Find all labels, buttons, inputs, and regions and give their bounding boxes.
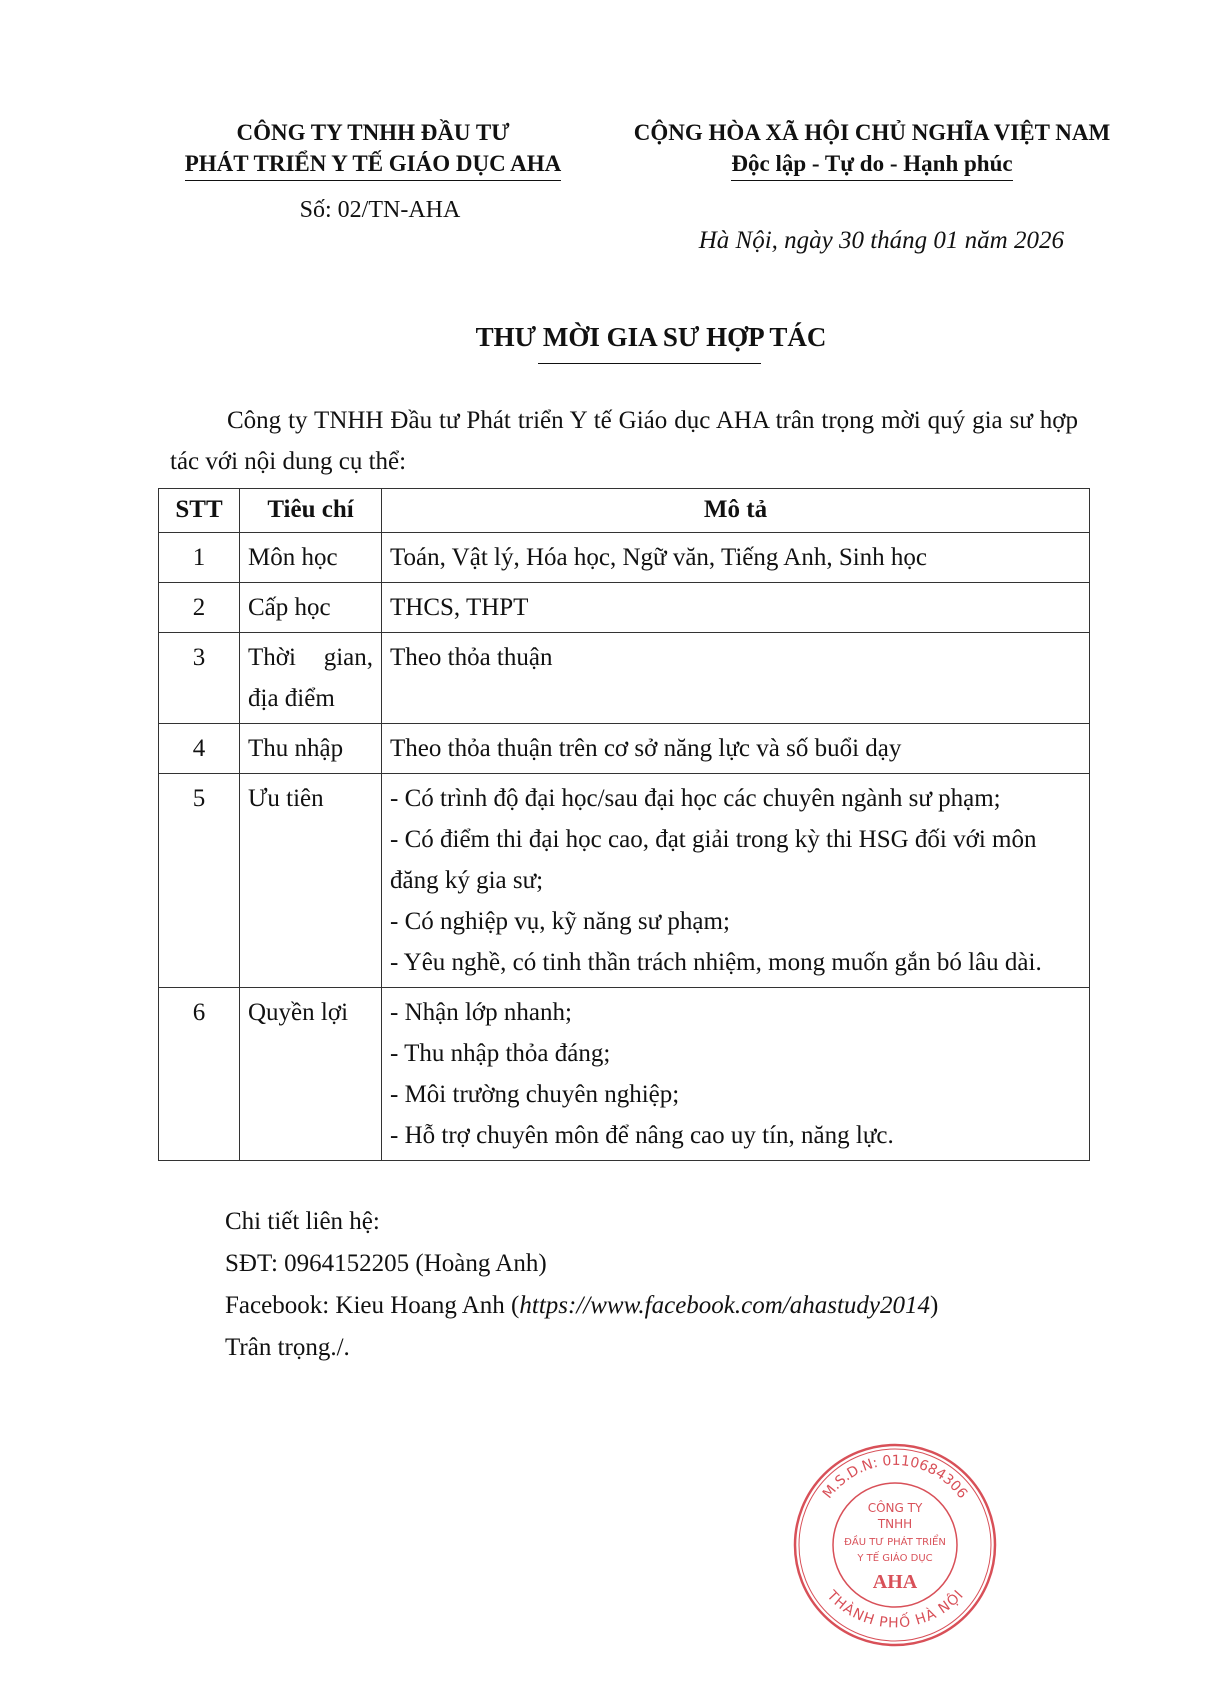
company-line-2: PHÁT TRIỂN Y TẾ GIÁO DỤC AHA [185, 148, 562, 181]
row-criterion: Thu nhập [240, 724, 382, 774]
description-line: - Thu nhập thỏa đáng; [390, 1040, 611, 1067]
table-row [159, 533, 1090, 583]
row-stt: 1 [159, 533, 240, 583]
document-number: Số: 02/TN-AHA [299, 197, 461, 223]
facebook-link[interactable]: https://www.facebook.com/ahastudy2014 [519, 1292, 930, 1319]
row-description [382, 533, 1090, 583]
svg-text:M.S.D.N: 0110684306 [820, 1453, 971, 1502]
stamp-line4: Y TẾ GIÁO DỤC [857, 1553, 933, 1564]
table-row [159, 988, 1090, 1161]
description-line: - Hỗ trợ chuyên môn để nâng cao uy tín, năng lực. [390, 1122, 894, 1149]
description-line: Toán, Vật lý, Hóa học, Ngữ văn, Tiếng Anh, Sinh học [390, 544, 928, 571]
description-line: - Yêu nghề, có tinh thần trách nhiệm, mong muốn gắn bó lâu dài. [390, 949, 1042, 976]
intro-paragraph: Công ty TNHH Đầu tư Phát triển Y tế Giáo dục AHA trân trọng mời quý gia sư hợp tác với nội dung cụ thể: [170, 407, 1078, 475]
description-line: - Có nghiệp vụ, kỹ năng sư phạm; [390, 908, 730, 935]
stamp-line3: ĐẦU TƯ PHÁT TRIỂN [844, 1537, 946, 1548]
contact-section [225, 1201, 1090, 1369]
row-criterion: Môn học [240, 533, 382, 583]
header-description: Mô tả [382, 489, 1090, 533]
row-criterion: Ưu tiên [240, 774, 382, 988]
description-line: - Môi trường chuyên nghiệp; [390, 1081, 680, 1108]
stamp-line2: TNHH [877, 1517, 913, 1531]
closing: Trân trọng./. [225, 1334, 350, 1361]
row-stt: 5 [159, 774, 240, 988]
company-name [158, 117, 588, 181]
description-line: Theo thỏa thuận [390, 644, 553, 671]
svg-text:THÀNH PHỐ HÀ NỘI [823, 1587, 966, 1631]
description-line: THCS, THPT [390, 594, 529, 621]
letter-body [158, 400, 1090, 1369]
row-criterion: Thời gian, địa điểm [240, 633, 382, 724]
description-line: - Nhận lớp nhanh; [390, 999, 572, 1026]
nation-line-1: CỘNG HÒA XÃ HỘI CHỦ NGHĨA VIỆT NAM [633, 120, 1111, 145]
row-description [382, 774, 1090, 988]
table-row [159, 724, 1090, 774]
row-criterion: Quyền lợi [240, 988, 382, 1161]
table-row [159, 583, 1090, 633]
contact-facebook [225, 1285, 1090, 1327]
row-stt: 3 [159, 633, 240, 724]
stamp-line1: CÔNG TY [867, 1501, 923, 1515]
row-stt: 4 [159, 724, 240, 774]
row-description [382, 724, 1090, 774]
row-description [382, 988, 1090, 1161]
row-criterion: Cấp học [240, 583, 382, 633]
description-line: - Có điểm thi đại học cao, đạt giải trong kỳ thi HSG đối với môn đăng ký gia sư; [390, 826, 1037, 894]
row-description [382, 633, 1090, 724]
company-seal-stamp [790, 1440, 1000, 1650]
stamp-line5: AHA [872, 1571, 918, 1593]
criteria-table [158, 488, 1090, 1161]
stamp-bottom-text: THÀNH PHỐ HÀ NỘI [823, 1587, 967, 1632]
header-criterion: Tiêu chí [240, 489, 382, 533]
stamp-top-text: M.S.D.N: 0110684306 [819, 1452, 971, 1502]
table-row [159, 633, 1090, 724]
row-stt: 2 [159, 583, 240, 633]
nation-line-2: Độc lập - Tự do - Hạnh phúc [731, 148, 1012, 181]
contact-phone: SĐT: 0964152205 (Hoàng Anh) [225, 1250, 547, 1277]
row-description [382, 583, 1090, 633]
contact-heading: Chi tiết liên hệ: [225, 1208, 380, 1235]
title-underline [538, 363, 761, 364]
issue-date: Hà Nội, ngày 30 tháng 01 năm 2026 [698, 227, 1064, 254]
row-stt: 6 [159, 988, 240, 1161]
table-header-row [159, 489, 1090, 533]
national-motto [612, 117, 1132, 181]
facebook-label: Facebook: Kieu Hoang Anh ( [225, 1292, 520, 1319]
facebook-suffix: ) [930, 1292, 939, 1319]
header-stt: STT [159, 489, 240, 533]
company-line-1: CÔNG TY TNHH ĐẦU TƯ [236, 120, 510, 145]
letter-title: THƯ MỜI GIA SƯ HỢP TÁC [475, 322, 827, 352]
description-line: Theo thỏa thuận trên cơ sở năng lực và số buổi dạy [390, 735, 902, 762]
description-line: - Có trình độ đại học/sau đại học các chuyên ngành sư phạm; [390, 785, 1001, 812]
table-row [159, 774, 1090, 988]
